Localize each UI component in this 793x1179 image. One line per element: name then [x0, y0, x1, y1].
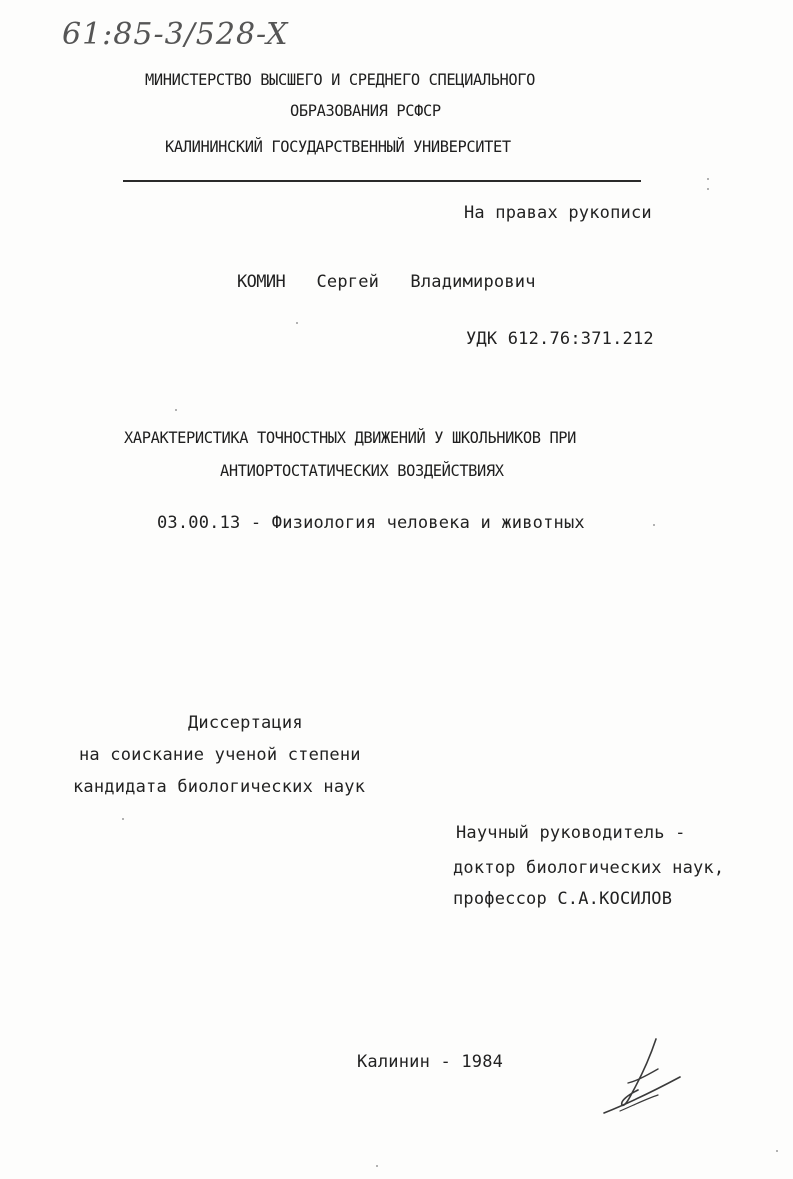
udk-code: УДК 612.76:371.212 [466, 329, 654, 349]
supervisor-line-1: Научный руководитель - [456, 823, 686, 843]
header-education: ОБРАЗОВАНИЯ РСФСР [290, 101, 441, 120]
dissertation-line-1: Диссертация [188, 713, 303, 733]
title-line-1: ХАРАКТЕРИСТИКА ТОЧНОСТНЫХ ДВИЖЕНИЙ У ШКОЛЬНИКОВ ПРИ [124, 428, 577, 447]
scan-speck [376, 1165, 378, 1167]
author-name [237, 274, 536, 291]
scan-speck [175, 409, 177, 411]
rights-note: На правах рукописи [464, 203, 652, 223]
scan-speck [776, 1150, 778, 1152]
author-first-name: Сергей [316, 272, 380, 292]
header-divider [123, 180, 641, 182]
dissertation-line-2: на соискание ученой степени [79, 745, 361, 765]
place-year: Калинин - 1984 [357, 1052, 504, 1072]
archive-mark: 61:85-3/528-X [62, 17, 289, 52]
title-line-2: АНТИОРТОСТАТИЧЕСКИХ ВОЗДЕЙСТВИЯХ [220, 461, 504, 480]
author-surname: КОМИН [237, 272, 286, 292]
author-patronymic: Владимирович [410, 272, 536, 292]
supervisor-line-3: профессор С.А.КОСИЛОВ [453, 889, 673, 909]
scan-speck [296, 322, 298, 324]
header-university: КАЛИНИНСКИЙ ГОСУДАРСТВЕННЫЙ УНИВЕРСИТЕТ [165, 137, 511, 156]
specialty: 03.00.13 - Физиология человека и животных [157, 513, 585, 533]
scan-speck [653, 524, 655, 526]
signature [598, 1035, 688, 1120]
scan-speck [707, 188, 709, 190]
scan-speck [122, 818, 124, 820]
scan-speck [707, 178, 709, 180]
dissertation-line-3: кандидата биологических наук [73, 777, 366, 797]
header-ministry: МИНИСТЕРСТВО ВЫСШЕГО И СРЕДНЕГО СПЕЦИАЛЬНОГО [145, 70, 535, 89]
supervisor-line-2: доктор биологических наук, [453, 858, 725, 878]
